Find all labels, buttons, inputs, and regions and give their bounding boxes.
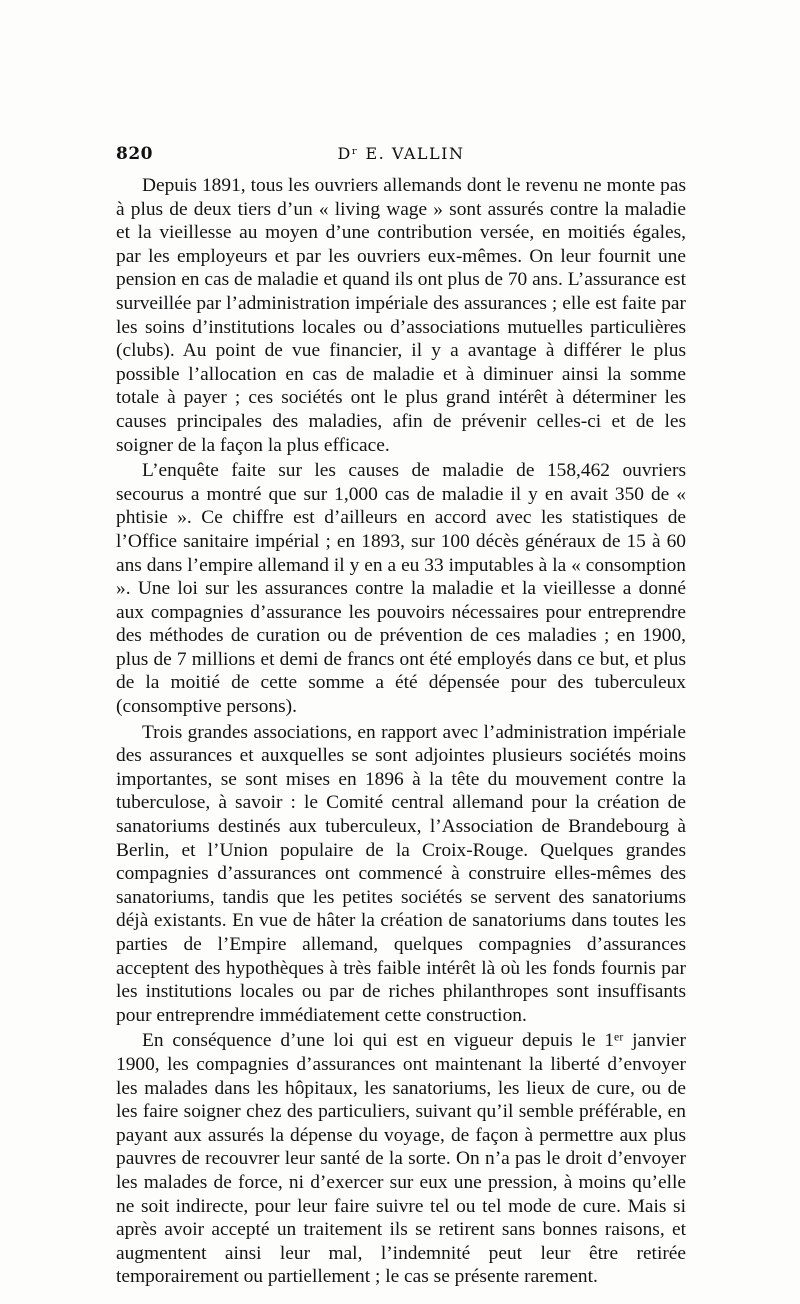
paragraph-1: Depuis 1891, tous les ouvriers allemands dont le revenu ne monte pas à plus de deux tiers d’un « living wage » sont assurés contre la maladie et la vieillesse au moyen d’une contribution versée, en moitiés égales, par les employeurs et par les ouvriers eux-mêmes. On leur fournit une pension en cas de maladie et quand ils ont plus de 70 ans. L’assurance est surveillée par l’administration impériale des assurances ; elle est faite par les soins d’institutions locales ou d’associations mutuelles particulières (clubs). Au point de vue financier, il y a avantage à différer le plus possible l’allocation en cas de maladie et à diminuer ainsi la somme totale à payer ; ces sociétés ont le plus grand intérêt à déterminer les causes principales des maladies, afin de prévenir celles-ci et de les soigner de la façon la plus efficace. [116, 175, 686, 456]
paragraph-4: En conséquence d’une loi qui est en vigueur depuis le 1ᵉʳ janvier 1900, les compagnies d’assurances ont maintenant la liberté d’envoyer les malades dans les hôpitaux, les sanatoriums, les lieux de cure, ou de les faire soigner chez des particuliers, suivant qu’il semble préférable, en payant aux assurés la dépense du voyage, de façon à permettre aux plus pauvres de recouvrer leur santé de la sorte. On n’a pas le droit d’envoyer les malades de force, ni d’exercer sur eux une pression, à moins qu’elle ne soit indirecte, pour leur faire suivre tel ou tel mode de cure. Mais si après avoir accepté un traitement ils se retirent sans bonnes raisons, et augmentent ainsi leur mal, l’indemnité peut leur être retirée temporairement ou partiellement ; le cas se présente rarement. [116, 1030, 686, 1288]
page-number: 820 [116, 144, 153, 164]
paragraph-3: Trois grandes associations, en rapport avec l’administration impériale des assurances et auxquelles se sont adjointes plusieurs sociétés moins importantes, se sont mises en 1896 à la tête du mouvement contre la tuberculose, à savoir : le Comité central allemand pour la création de sanatoriums destinés aux tuberculeux, l’Association de Brandebourg à Berlin, et l’Union populaire de la Croix-Rouge. Quelques grandes compagnies d’assurances ont commencé à construire elles-mêmes des sanatoriums, tandis que les petites sociétés se servent des sanatoriums déjà existants. En vue de hâter la création de sanatoriums dans toutes les parties de l’Empire allemand, quelques compagnies d’assurances acceptent des hypothèques à très faible intérêt là où les fonds fournis par les institutions locales ou par de riches philanthropes sont insuffisants pour entreprendre immédiatement cette construction. [116, 721, 686, 1026]
page-header [116, 144, 686, 168]
body-text [116, 174, 686, 1291]
running-head: Dʳ E. VALLIN [337, 144, 465, 163]
paragraph-2: L’enquête faite sur les causes de maladie de 158,462 ouvriers secourus a montré que sur 1,000 cas de maladie il y en avait 350 de « phtisie ». Ce chiffre est d’ailleurs en accord avec les statistiques de l’Office sanitaire impérial ; en 1893, sur 100 décès généraux de 15 à 60 ans dans l’empire allemand il y en a eu 33 imputables à la « consomption ». Une loi sur les assurances contre la maladie et la vieillesse a donné aux compagnies d’assurance les pouvoirs nécessaires pour entreprendre des méthodes de curation ou de prévention de ces maladies ; en 1900, plus de 7 millions et demi de francs ont été employés dans ce but, et plus de la moitié de cette somme a été dépensée pour des tuberculeux (consomptive persons). [116, 460, 686, 718]
